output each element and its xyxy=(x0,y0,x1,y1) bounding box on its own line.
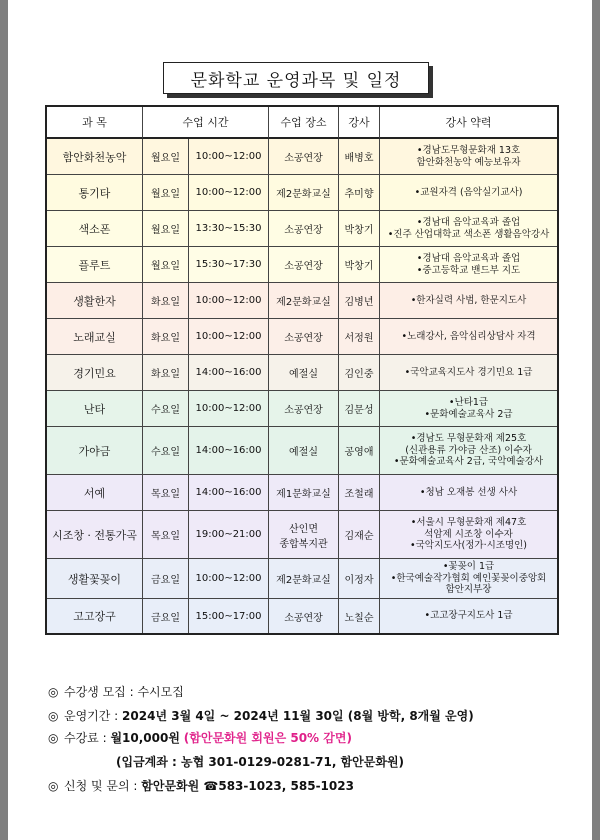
header-time: 수업 시간 xyxy=(143,107,269,139)
cell-place xyxy=(269,175,339,211)
note-fee-prefix: 수강료 : xyxy=(64,731,111,745)
cell-subject: 함안화천농악 xyxy=(47,139,143,175)
cell-subject: 생활한자 xyxy=(47,283,143,319)
cell-subject: 고고장구 xyxy=(47,599,143,633)
cell-day: 목요일 xyxy=(143,511,189,559)
bio-line: •난타1급 xyxy=(448,397,489,408)
bio-line: •한자실력 사범, 한문지도사 xyxy=(410,294,527,306)
cell-instructor: 김재순 xyxy=(339,511,380,559)
cell-instructor: 배병호 xyxy=(339,139,380,175)
cell-instructor: 노칠순 xyxy=(339,599,380,633)
table-header-row xyxy=(47,107,557,139)
bio-line: (신관용류 가야금 산조) 이수자 xyxy=(405,444,532,456)
bio-line: •국악지도사(정가·시조명인) xyxy=(410,540,527,552)
cell-instructor: 김문성 xyxy=(339,391,380,427)
table-row xyxy=(47,319,557,355)
note-fee-discount: (함안문화원 회원은 50% 감면) xyxy=(183,731,352,745)
cell-place xyxy=(269,599,339,633)
cell-instructor: 김병년 xyxy=(339,283,380,319)
cell-time: 15:30~17:30 xyxy=(189,247,269,283)
bio-line: •꽃꽂이 1급 xyxy=(442,561,495,573)
bio-line: •문화예술교육사 2급, 국악예술강사 xyxy=(393,456,544,468)
table-row xyxy=(47,247,557,283)
place-line: 예절실 xyxy=(289,447,318,458)
note-recruit-text: 수강생 모집 : 수시모집 xyxy=(64,685,184,699)
cell-day: 월요일 xyxy=(143,139,189,175)
cell-instructor: 김인중 xyxy=(339,355,380,391)
cell-day: 목요일 xyxy=(143,475,189,511)
cell-day: 수요일 xyxy=(143,427,189,475)
note-contact-value: 함안문화원 ☎583-1023, 585-1023 xyxy=(141,779,354,793)
cell-time: 14:00~16:00 xyxy=(189,475,269,511)
place-line: 소공연장 xyxy=(284,261,323,272)
cell-place xyxy=(269,391,339,427)
cell-time: 15:00~17:00 xyxy=(189,599,269,633)
cell-bio xyxy=(380,427,557,475)
cell-bio xyxy=(380,319,557,355)
table-row xyxy=(47,391,557,427)
note-account: (입금계좌 : 농협 301-0129-0281-71, 함안문화원) xyxy=(116,755,405,769)
cell-bio xyxy=(380,211,557,247)
cell-instructor: 공영애 xyxy=(339,427,380,475)
cell-bio xyxy=(380,475,557,511)
cell-place xyxy=(269,559,339,599)
bio-line: •진주 산업대학교 색소폰 생활음악강사 xyxy=(387,228,550,240)
table-row xyxy=(47,283,557,319)
place-line: 제2문화교실 xyxy=(276,575,331,586)
bio-line: •한국예술작가협회 예인꽃꽂이중앙회 xyxy=(390,572,547,584)
cell-bio xyxy=(380,175,557,211)
cell-time: 19:00~21:00 xyxy=(189,511,269,559)
cell-bio xyxy=(380,391,557,427)
place-line: 산인면 xyxy=(289,523,318,535)
cell-subject: 색소폰 xyxy=(47,211,143,247)
place-line: 제1문화교실 xyxy=(276,489,331,500)
cell-place xyxy=(269,355,339,391)
note-fee xyxy=(48,729,352,746)
cell-time: 14:00~16:00 xyxy=(189,355,269,391)
note-mark: ◎ xyxy=(48,709,59,723)
note-mark: ◎ xyxy=(48,731,59,745)
cell-time: 10:00~12:00 xyxy=(189,175,269,211)
note-period-value: 2024년 3월 4일 ~ 2024년 11월 30일 (8월 방학, 8개월 운영) xyxy=(122,709,474,723)
cell-time: 10:00~12:00 xyxy=(189,559,269,599)
place-line: 소공연장 xyxy=(284,153,323,164)
cell-time: 10:00~12:00 xyxy=(189,319,269,355)
cell-time: 10:00~12:00 xyxy=(189,391,269,427)
cell-time: 13:30~15:30 xyxy=(189,211,269,247)
header-instructor: 강사 xyxy=(339,107,380,139)
cell-subject: 가야금 xyxy=(47,427,143,475)
cell-instructor: 서정원 xyxy=(339,319,380,355)
table-row xyxy=(47,211,557,247)
bio-line: •국악교육지도사 경기민요 1급 xyxy=(404,366,533,378)
cell-bio xyxy=(380,559,557,599)
bio-line: •교원자격 (음악실기교사) xyxy=(414,186,523,198)
cell-subject: 생활꽃꽂이 xyxy=(47,559,143,599)
cell-day: 수요일 xyxy=(143,391,189,427)
table-row xyxy=(47,475,557,511)
bio-line: 석암제 시조창 이수자 xyxy=(424,528,513,540)
place-line: 종합복지관 xyxy=(279,538,328,550)
cell-place xyxy=(269,511,339,559)
cell-day: 월요일 xyxy=(143,247,189,283)
cell-place xyxy=(269,139,339,175)
bio-line: •경남대 음악교육과 졸업 xyxy=(416,217,521,228)
place-line: 소공연장 xyxy=(284,333,323,344)
cell-subject: 시조창 · 전통가곡 xyxy=(47,511,143,559)
cell-place xyxy=(269,283,339,319)
cell-instructor: 이정자 xyxy=(339,559,380,599)
header-bio: 강사 약력 xyxy=(380,107,557,139)
bio-line: •청남 오재봉 선생 사사 xyxy=(419,486,518,498)
cell-day: 화요일 xyxy=(143,355,189,391)
cell-place xyxy=(269,211,339,247)
cell-subject: 플루트 xyxy=(47,247,143,283)
cell-subject: 서예 xyxy=(47,475,143,511)
cell-instructor: 추미향 xyxy=(339,175,380,211)
cell-day: 월요일 xyxy=(143,175,189,211)
cell-day: 금요일 xyxy=(143,599,189,633)
table-row xyxy=(47,355,557,391)
cell-instructor: 박창기 xyxy=(339,211,380,247)
bio-line: 함안지부장 xyxy=(445,584,492,596)
table-row xyxy=(47,559,557,599)
schedule-table xyxy=(45,105,559,635)
place-line: 제2문화교실 xyxy=(276,189,331,200)
place-line: 예절실 xyxy=(289,369,318,380)
cell-day: 월요일 xyxy=(143,211,189,247)
bio-line: •서울시 무형문화재 제47호 xyxy=(410,517,527,529)
header-place: 수업 장소 xyxy=(269,107,339,139)
note-period-prefix: 운영기간 : xyxy=(64,709,123,723)
cell-place xyxy=(269,319,339,355)
cell-day: 화요일 xyxy=(143,283,189,319)
note-contact-prefix: 신청 및 문의 : xyxy=(64,779,142,793)
table-row xyxy=(47,427,557,475)
cell-bio xyxy=(380,247,557,283)
note-mark: ◎ xyxy=(48,685,59,699)
cell-day: 화요일 xyxy=(143,319,189,355)
bio-line: •노래강사, 음악심리상담사 자격 xyxy=(401,330,536,342)
cell-day: 금요일 xyxy=(143,559,189,599)
place-line: 소공연장 xyxy=(284,405,323,416)
cell-subject: 난타 xyxy=(47,391,143,427)
cell-bio xyxy=(380,599,557,633)
cell-time: 14:00~16:00 xyxy=(189,427,269,475)
place-line: 제2문화교실 xyxy=(276,297,331,308)
bio-line: •경남대 음악교육과 졸업 xyxy=(416,253,521,264)
cell-instructor: 박창기 xyxy=(339,247,380,283)
cell-place xyxy=(269,427,339,475)
cell-bio xyxy=(380,355,557,391)
page-title: 문화학교 운영과목 및 일정 xyxy=(163,62,429,94)
cell-bio xyxy=(380,139,557,175)
note-period xyxy=(48,707,474,724)
table-row xyxy=(47,511,557,559)
bio-line: •경남도 무형문화재 제25호 xyxy=(410,433,527,445)
cell-subject: 노래교실 xyxy=(47,319,143,355)
cell-instructor: 조철래 xyxy=(339,475,380,511)
bio-line: •고고장구지도사 1급 xyxy=(424,610,513,622)
cell-subject: 통기타 xyxy=(47,175,143,211)
cell-place xyxy=(269,475,339,511)
cell-bio xyxy=(380,283,557,319)
note-recruit xyxy=(48,683,184,700)
bio-line: 함안화천농악 예능보유자 xyxy=(416,156,521,168)
cell-time: 10:00~12:00 xyxy=(189,283,269,319)
cell-subject: 경기민요 xyxy=(47,355,143,391)
bio-line: •경남도무형문화재 13호 xyxy=(416,145,521,156)
note-contact xyxy=(48,777,354,794)
note-fee-value: 월10,000원 xyxy=(110,731,180,745)
bio-line: •문화예술교육사 2급 xyxy=(424,408,513,420)
table-row xyxy=(47,175,557,211)
place-line: 소공연장 xyxy=(284,225,323,236)
header-subject: 과 목 xyxy=(47,107,143,139)
bio-line: •중고등학교 밴드부 지도 xyxy=(416,264,521,276)
cell-place xyxy=(269,247,339,283)
cell-bio xyxy=(380,511,557,559)
place-line: 소공연장 xyxy=(284,612,323,624)
note-mark: ◎ xyxy=(48,779,59,793)
cell-time: 10:00~12:00 xyxy=(189,139,269,175)
table-row xyxy=(47,599,557,633)
table-row xyxy=(47,139,557,175)
